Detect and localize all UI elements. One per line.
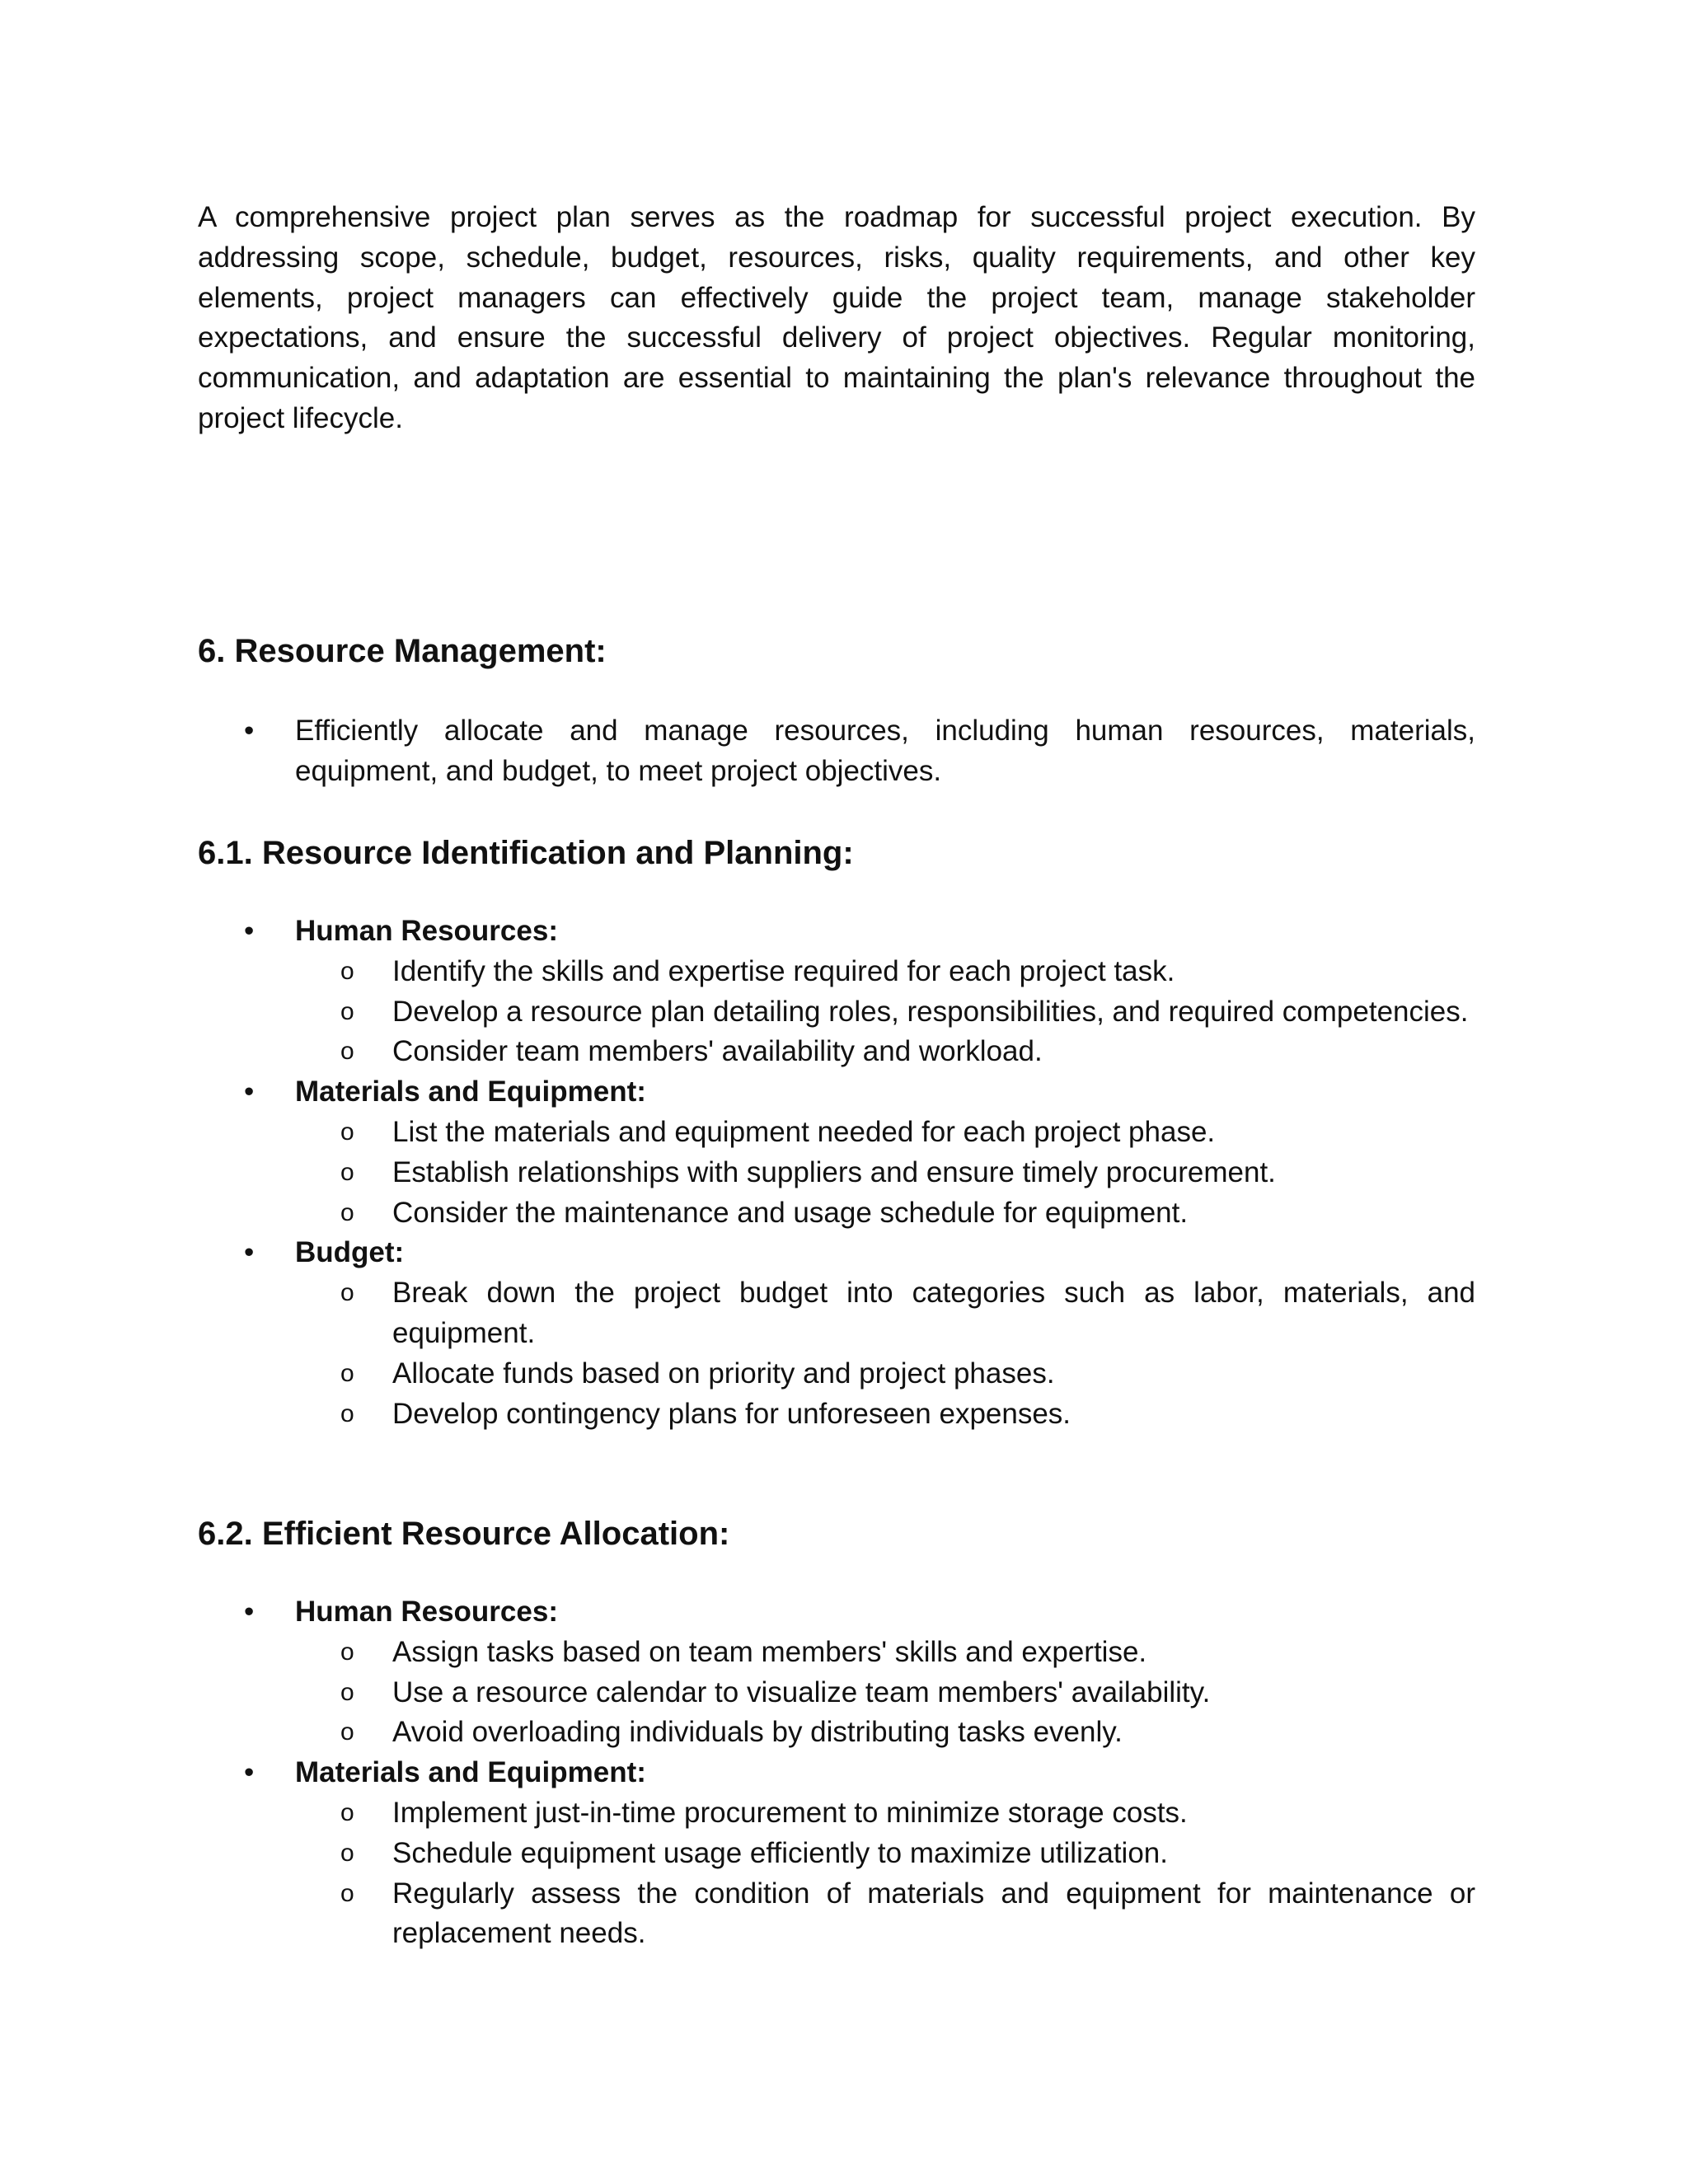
- circle-bullet-icon: o: [340, 1718, 354, 1746]
- circle-bullet-icon: o: [340, 1158, 354, 1186]
- bullet-icon: •: [244, 715, 255, 747]
- circle-bullet-icon: o: [340, 1638, 354, 1666]
- sub-list-item: o Develop contingency plans for unforeseen expenses.: [295, 1394, 1475, 1435]
- list-item: [198, 1592, 1475, 1753]
- list-item: [198, 1233, 1475, 1434]
- sub-list-item: o Consider the maintenance and usage schedule for equipment.: [295, 1193, 1475, 1234]
- list-item: [198, 711, 1475, 792]
- section-6-1-list: [198, 912, 1475, 1434]
- sub-list-item: o Use a resource calendar to visualize team members' availability.: [295, 1673, 1475, 1713]
- section-6-2-title: 6.2. Efficient Resource Allocation:: [198, 1516, 730, 1552]
- list-item-text: Efficiently allocate and manage resources, including human resources, materials, equipment, and budget, to meet project objectives.: [295, 715, 1475, 787]
- circle-bullet-icon: o: [340, 1678, 354, 1706]
- section-6-1-title: 6.1. Resource Identification and Planning:: [198, 835, 854, 871]
- circle-bullet-icon: o: [340, 957, 354, 985]
- section-6: [198, 630, 1475, 672]
- sub-list-item: o Schedule equipment usage efficiently to maximize utilization.: [295, 1834, 1475, 1874]
- bullet-icon: •: [244, 1596, 255, 1628]
- group-heading: Budget:: [295, 1236, 405, 1269]
- list-item: [198, 912, 1475, 1072]
- intro-paragraph: A comprehensive project plan serves as the roadmap for successful project execution. By addressing scope, schedule, budget, resources, risks, quality requirements, and other key elements, project managers can effectively guide the project team, manage stakeholder expectations, and ensure the successful delivery of project objectives. Regular monitoring, communication, and adaptation are essential to maintaining the plan's relevance throughout the project lifecycle.: [198, 201, 1475, 434]
- sub-list-item: o Regularly assess the condition of materials and equipment for maintenance or replacement needs.: [295, 1874, 1475, 1955]
- section-6-list: [198, 711, 1475, 792]
- group-heading: Human Resources:: [295, 915, 558, 947]
- sub-list-item: o Allocate funds based on priority and project phases.: [295, 1354, 1475, 1394]
- list-item: [198, 1753, 1475, 1954]
- circle-bullet-icon: o: [340, 1118, 354, 1146]
- bullet-icon: •: [244, 1756, 255, 1789]
- sub-list-item: o Develop a resource plan detailing roles, responsibilities, and required competencies.: [295, 992, 1475, 1033]
- sub-list-item: o Break down the project budget into categories such as labor, materials, and equipment.: [295, 1273, 1475, 1354]
- sub-list-item: o Avoid overloading individuals by distributing tasks evenly.: [295, 1713, 1475, 1753]
- group-heading: Materials and Equipment:: [295, 1076, 646, 1108]
- sub-list-item: o Assign tasks based on team members' skills and expertise.: [295, 1633, 1475, 1673]
- circle-bullet-icon: o: [340, 1798, 354, 1826]
- circle-bullet-icon: o: [340, 1399, 354, 1427]
- section-6-2-list: [198, 1592, 1475, 1954]
- section-6-title: 6. Resource Management:: [198, 633, 607, 669]
- bullet-icon: •: [244, 915, 255, 947]
- sub-list-item: o List the materials and equipment needed for each project phase.: [295, 1113, 1475, 1153]
- circle-bullet-icon: o: [340, 1279, 354, 1307]
- bullet-icon: •: [244, 1236, 255, 1269]
- circle-bullet-icon: o: [340, 1359, 354, 1387]
- bullet-icon: •: [244, 1076, 255, 1108]
- section-6-2: [198, 1513, 1475, 1554]
- group-heading: Human Resources:: [295, 1596, 558, 1628]
- circle-bullet-icon: o: [340, 1198, 354, 1226]
- section-6-1: [198, 832, 1475, 874]
- circle-bullet-icon: o: [340, 1839, 354, 1867]
- sub-list-item: o Establish relationships with suppliers and ensure timely procurement.: [295, 1153, 1475, 1193]
- list-item: [198, 1072, 1475, 1233]
- group-heading: Materials and Equipment:: [295, 1756, 646, 1789]
- circle-bullet-icon: o: [340, 1879, 354, 1907]
- sub-list-item: o Consider team members' availability and workload.: [295, 1032, 1475, 1072]
- circle-bullet-icon: o: [340, 1038, 354, 1066]
- circle-bullet-icon: o: [340, 997, 354, 1025]
- sub-list-item: o Identify the skills and expertise required for each project task.: [295, 952, 1475, 992]
- sub-list-item: o Implement just-in-time procurement to minimize storage costs.: [295, 1793, 1475, 1834]
